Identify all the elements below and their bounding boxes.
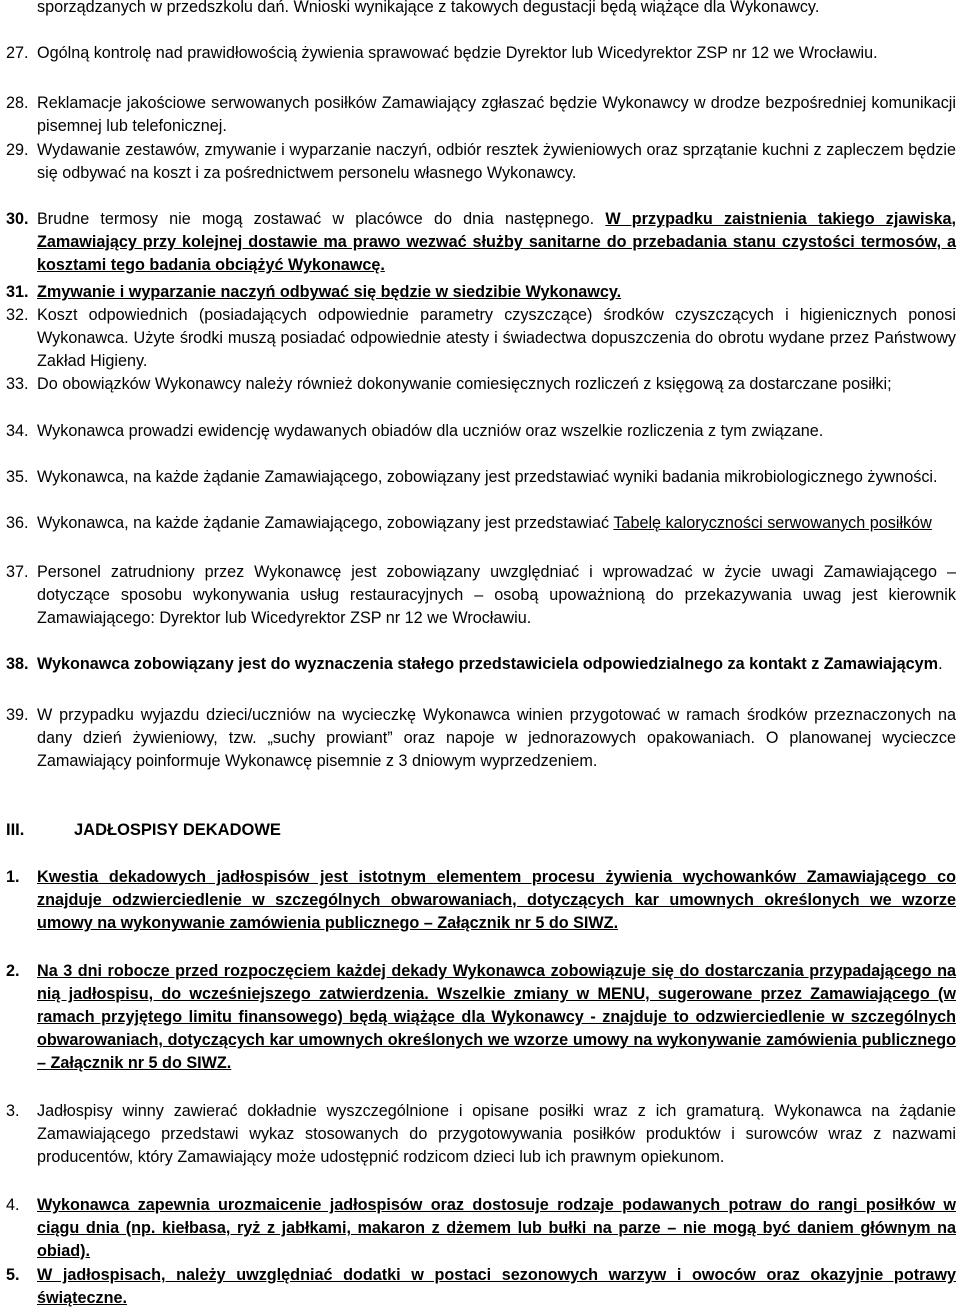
item-text: Personel zatrudniony przez Wykonawcę jest zobowiązany uwzględniać i wprowadzać w życie uwagi Zamawiającego – dotyczące sposobu wykonywania usług restauracyjnych – osobą upoważnioną do przekazywania uwag jest kierownik Zamawiającego: Dyrektor lub Wicedyrektor ZSP nr 12 we Wrocławiu. bbox=[37, 563, 956, 627]
item-number: 28. bbox=[6, 94, 29, 112]
item-number: 34. bbox=[6, 422, 29, 440]
section-title: JADŁOSPISY DEKADOWE bbox=[74, 821, 281, 839]
menu-item-4 bbox=[6, 1194, 956, 1263]
menu-item-2 bbox=[6, 960, 956, 1075]
item-number: 39. bbox=[6, 706, 29, 724]
menu-item-1 bbox=[6, 866, 956, 935]
item-text: Wykonawca, na każde żądanie Zamawiającego, zobowiązany jest przedstawiać Tabelę kaloryczności serwowanych posiłków bbox=[37, 514, 932, 532]
menu-item-5 bbox=[6, 1264, 956, 1310]
list-item-28 bbox=[6, 92, 956, 138]
item-text: Ogólną kontrolę nad prawidłowością żywienia sprawować będzie Dyrektor lub Wicedyrektor ZSP nr 12 we Wrocławiu. bbox=[37, 44, 878, 62]
list-item-27 bbox=[6, 42, 956, 65]
item-text: W jadłospisach, należy uwzględniać dodatki w postaci sezonowych warzyw i owoców oraz okazyjnie potrawy świąteczne. bbox=[37, 1266, 956, 1307]
item-text: Kwestia dekadowych jadłospisów jest istotnym elementem procesu żywienia wychowanków Zamawiającego co znajduje odzwierciedlenie w szczególnych obwarowaniach, dotyczących kar umownych określonych we wzorze umowy na wykonywanie zamówienia publicznego – Załącznik nr 5 do SIWZ. bbox=[37, 868, 956, 932]
item-text: Wykonawca prowadzi ewidencję wydawanych obiadów dla uczniów oraz wszelkie rozliczenia z tym związane. bbox=[37, 422, 824, 440]
item-text: Koszt odpowiednich (posiadających odpowiednie parametry czyszczące) środków czyszczących i higienicznych ponosi Wykonawca. Użyte środki muszą posiadać odpowiednie atesty i świadectwa dopuszczenia do obrotu wydane przez Państwowy Zakład Higieny. bbox=[37, 306, 956, 370]
item-number: 38. bbox=[6, 655, 29, 673]
item-number: 37. bbox=[6, 563, 29, 581]
item-number: 31. bbox=[6, 283, 29, 301]
item-number: 27. bbox=[6, 44, 29, 62]
list-item-38 bbox=[6, 653, 956, 676]
item-number: 36. bbox=[6, 514, 29, 532]
list-item-36 bbox=[6, 512, 956, 535]
item-number: 3. bbox=[6, 1102, 20, 1120]
item-number: 4. bbox=[6, 1196, 20, 1214]
intro-text: sporządzanych w przedszkolu dań. Wnioski wynikające z takowych degustacji będą wiążące dla Wykonawcy. bbox=[37, 0, 820, 16]
list-item-33 bbox=[6, 373, 956, 396]
item-text: Do obowiązków Wykonawcy należy również dokonywanie comiesięcznych rozliczeń z księgową za dostarczane posiłki; bbox=[37, 375, 892, 393]
item-number: 30. bbox=[6, 210, 29, 228]
item-text: Brudne termosy nie mogą zostawać w placówce do dnia następnego. W przypadku zaistnienia takiego zjawiska, Zamawiający przy kolejnej dostawie ma prawo wezwać służby sanitarne do przebadania stanu czystości termosów, a kosztami tego badania obciążyć Wykonawcę. bbox=[37, 210, 956, 274]
item-text: Wykonawca, na każde żądanie Zamawiającego, zobowiązany jest przedstawiać wyniki badania mikrobiologicznego żywności. bbox=[37, 468, 938, 486]
item-text: Wykonawca zobowiązany jest do wyznaczenia stałego przedstawiciela odpowiedzialnego za kontakt z Zamawiającym. bbox=[37, 655, 943, 673]
section-heading bbox=[6, 819, 281, 842]
item-text: Zmywanie i wyparzanie naczyń odbywać się będzie w siedzibie Wykonawcy. bbox=[37, 283, 622, 301]
item-number: 35. bbox=[6, 468, 29, 486]
list-item-32 bbox=[6, 304, 956, 373]
item-text: W przypadku wyjazdu dzieci/uczniów na wycieczkę Wykonawca winien przygotować w ramach środków przeznaczonych na dany dzień żywieniowy, tzw. „suchy prowiant” oraz napoje w jednorazowych opakowaniach. O planowanej wycieczce Zamawiający poinformuje Wykonawcę pisemnie z 3 dniowym wyprzedzeniem. bbox=[37, 706, 956, 770]
item-number: 2. bbox=[6, 962, 20, 980]
intro-paragraph bbox=[6, 0, 956, 19]
list-item-29 bbox=[6, 139, 956, 185]
menu-item-3 bbox=[6, 1100, 956, 1169]
list-item-35 bbox=[6, 466, 956, 489]
item-text: Jadłospisy winny zawierać dokładnie wyszczególnione i opisane posiłki wraz z ich gramaturą. Wykonawca na żądanie Zamawiającego przedstawi wykaz stosowanych do przygotowywania posiłków produktów i surowców wraz z nazwami producentów, który Zamawiający może udostępnić rodzicom dzieci lub ich prawnym opiekunom. bbox=[37, 1102, 956, 1166]
list-item-34 bbox=[6, 420, 956, 443]
item-number: 33. bbox=[6, 375, 29, 393]
item-number: 29. bbox=[6, 141, 29, 159]
list-item-37 bbox=[6, 561, 956, 630]
item-number: 1. bbox=[6, 868, 20, 886]
list-item-31 bbox=[6, 281, 956, 304]
item-text: Wydawanie zestawów, zmywanie i wyparzanie naczyń, odbiór resztek żywieniowych oraz sprzątanie kuchni z zapleczem będzie się odbywać na koszt i za pośrednictwem personelu własnego Wykonawcy. bbox=[37, 141, 956, 182]
list-item-30 bbox=[6, 208, 956, 277]
item-text: Wykonawca zapewnia urozmaicenie jadłospisów oraz dostosuje rodzaje podawanych potraw do rangi posiłków w ciągu dnia (np. kiełbasa, ryż z jabłkami, makaron z dżemem lub bułki na parze – nie mogą być daniem głównym na obiad). bbox=[37, 1196, 956, 1260]
section-number: III. bbox=[6, 821, 25, 839]
list-item-39 bbox=[6, 704, 956, 773]
item-text: Reklamacje jakościowe serwowanych posiłków Zamawiający zgłaszać będzie Wykonawcy w drodze bezpośredniej komunikacji pisemnej lub telefonicznej. bbox=[37, 94, 956, 135]
item-number: 5. bbox=[6, 1266, 20, 1284]
item-number: 32. bbox=[6, 306, 29, 324]
item-text: Na 3 dni robocze przed rozpoczęciem każdej dekady Wykonawca zobowiązuje się do dostarczania przypadającego na nią jadłospisu, do wcześniejszego zatwierdzenia. Wszelkie zmiany w MENU, sugerowane przez Zamawiającego (w ramach przyjętego limitu finansowego) będą wiążące dla Wykonawcy - znajduje to odzwierciedlenie w szczególnych obwarowaniach, dotyczących kar umownych określonych we wzorze umowy na wykonywanie zamówienia publicznego – Załącznik nr 5 do SIWZ. bbox=[37, 962, 956, 1072]
